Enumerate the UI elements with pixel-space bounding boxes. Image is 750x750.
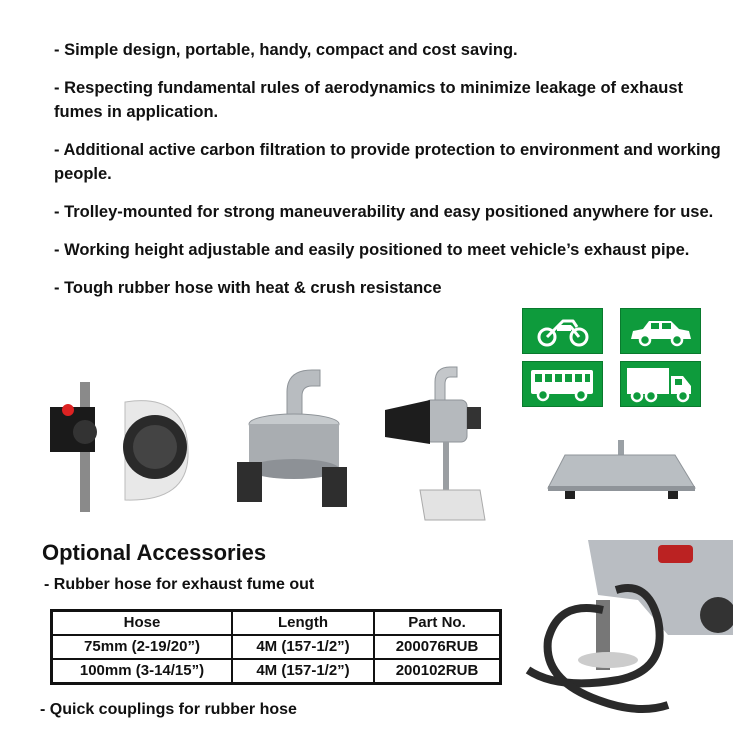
table-cell: 100mm (3-14/15”) [52, 659, 233, 684]
feature-text: - Trolley-mounted for strong maneuverability and easy positioned anywhere for use. [54, 203, 714, 221]
feature-item [42, 200, 732, 224]
extractor-stand-photo [385, 362, 505, 527]
bus-icon [522, 361, 603, 407]
filter-unit-photo [232, 362, 352, 512]
table-cell: 200102RUB [374, 659, 501, 684]
feature-text: - Respecting fundamental rules of aerodynamics to minimize leakage of exhaust fumes in application. [54, 79, 683, 121]
table-header-row [52, 611, 501, 636]
table-header: Length [232, 611, 374, 636]
feature-text: - Working height adjustable and easily positioned to meet vehicle’s exhaust pipe. [54, 241, 690, 259]
truck-icon [620, 361, 701, 407]
vehicle-icon-grid [522, 308, 702, 406]
feature-item [42, 38, 732, 62]
hose-accessory-line: - Rubber hose for exhaust fume out [44, 576, 315, 593]
table-header: Hose [52, 611, 233, 636]
table-row [52, 635, 501, 659]
feature-item [42, 276, 732, 300]
table-cell: 4M (157-1/2”) [232, 635, 374, 659]
accessories-title: Optional Accessories [42, 540, 267, 565]
hose-spec-table [50, 609, 502, 685]
feature-text: - Tough rubber hose with heat & crush resistance [54, 279, 442, 297]
table-header: Part No. [374, 611, 501, 636]
table-cell: 4M (157-1/2”) [232, 659, 374, 684]
motorcycle-icon [522, 308, 603, 354]
table-cell: 200076RUB [374, 635, 501, 659]
trolley-base-photo [540, 440, 710, 505]
feature-item [42, 138, 732, 186]
feature-list [42, 38, 732, 300]
fan-housing-photo [40, 382, 200, 512]
vehicle-exhaust-application-photo [518, 540, 733, 735]
feature-item [42, 238, 732, 262]
couplings-accessory-line: - Quick couplings for rubber hose [40, 701, 297, 718]
car-icon [620, 308, 701, 354]
feature-text: - Additional active carbon filtration to provide protection to environment and working people. [54, 141, 721, 183]
table-row [52, 659, 501, 684]
table-cell: 75mm (2-19/20”) [52, 635, 233, 659]
feature-text: - Simple design, portable, handy, compact and cost saving. [54, 41, 518, 59]
feature-item [42, 76, 732, 124]
